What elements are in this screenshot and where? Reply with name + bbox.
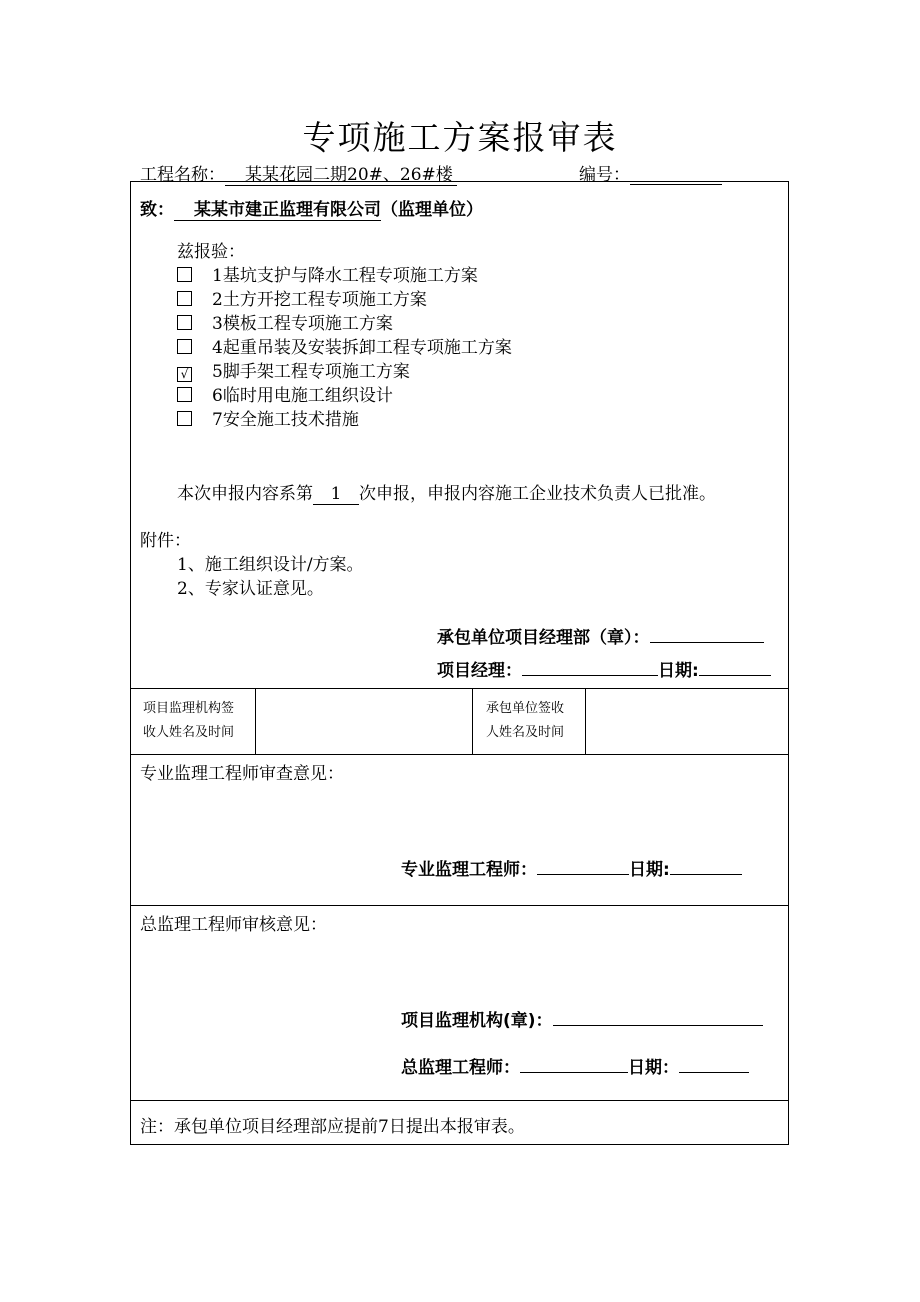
- declaration-prefix: 本次申报内容系第: [177, 484, 313, 504]
- supervision-org-row: [401, 1006, 763, 1031]
- submit-label: 兹报验：: [177, 242, 245, 262]
- receipt-label-line: 人姓名及时间: [486, 725, 565, 740]
- manager-field[interactable]: [522, 661, 658, 676]
- manager-date-label: 日期:: [658, 661, 699, 681]
- specialist-sign-row: [401, 855, 742, 880]
- addressee-name[interactable]: 某某市建正监理有限公司: [174, 195, 381, 221]
- checkbox[interactable]: [177, 267, 192, 282]
- chief-date-field[interactable]: [679, 1058, 749, 1073]
- item-number: 2: [212, 290, 223, 310]
- page-title: 专项施工方案报审表: [302, 118, 618, 157]
- divider: [130, 905, 789, 906]
- contractor-receipt-field[interactable]: [586, 689, 788, 753]
- addressee-suffix: （监理单位）: [381, 200, 483, 220]
- chief-date-label: 日期：: [628, 1058, 679, 1078]
- checklist-item: [177, 285, 512, 309]
- item-label: 脚手架工程专项施工方案: [222, 362, 410, 382]
- number-label: 编号：: [579, 165, 630, 185]
- specialist-signer-field[interactable]: [537, 860, 629, 875]
- specialist-signer-label: 专业监理工程师：: [401, 860, 537, 880]
- divider: [472, 688, 473, 754]
- item-number: 1: [212, 266, 223, 286]
- checklist-item: [177, 405, 512, 429]
- supervision-org-label: 项目监理机构(章)：: [401, 1011, 553, 1031]
- contractor-receipt-label: [486, 697, 564, 745]
- attachments-label: 附件：: [140, 531, 191, 551]
- receipt-label-line: 收人姓名及时间: [143, 725, 235, 740]
- manager-row: [437, 656, 771, 681]
- submission-count[interactable]: 1: [313, 484, 359, 505]
- addressee-prefix: 致：: [140, 200, 174, 220]
- contractor-dept-label: 承包单位项目经理部（章）：: [437, 628, 650, 648]
- specialist-date-label: 日期:: [629, 860, 670, 880]
- receipt-label-line: 项目监理机构签: [143, 701, 235, 716]
- chief-review-heading: 总监理工程师审核意见：: [140, 915, 327, 935]
- supervision-org-field[interactable]: [553, 1011, 763, 1026]
- receipt-label-line: 承包单位签收: [486, 701, 565, 716]
- attachment-item: 1、施工组织设计/方案。: [177, 555, 364, 575]
- checklist-item: [177, 333, 512, 357]
- item-number: 6: [212, 386, 223, 406]
- contractor-dept-field[interactable]: [650, 628, 764, 643]
- supervision-receipt-label: [143, 697, 234, 745]
- supervision-receipt-field[interactable]: [256, 689, 471, 753]
- item-label: 临时用电施工组织设计: [222, 386, 393, 406]
- item-number: 4: [212, 338, 223, 358]
- specialist-date-field[interactable]: [670, 860, 742, 875]
- checklist-item: [177, 261, 512, 285]
- chief-sign-row: [401, 1053, 749, 1078]
- specialist-review-heading: 专业监理工程师审查意见：: [140, 764, 344, 784]
- contractor-dept-row: [437, 623, 764, 648]
- checklist-item: [177, 357, 512, 381]
- declaration: [177, 479, 716, 505]
- footer-note: 注：承包单位项目经理部应提前7日提出本报审表。: [140, 1117, 525, 1137]
- item-list: [177, 261, 512, 429]
- item-label: 起重吊装及安装拆卸工程专项施工方案: [222, 338, 512, 358]
- manager-date-field[interactable]: [699, 661, 771, 676]
- chief-signer-label: 总监理工程师：: [401, 1058, 520, 1078]
- checklist-item: [177, 381, 512, 405]
- checkbox[interactable]: [177, 291, 192, 306]
- declaration-suffix: 次申报，申报内容施工企业技术负责人已批准。: [359, 484, 716, 504]
- item-number: 3: [212, 314, 223, 334]
- project-label: 工程名称：: [140, 165, 225, 185]
- checkbox[interactable]: [177, 411, 192, 426]
- item-label: 安全施工技术措施: [222, 410, 359, 430]
- checkbox[interactable]: [177, 339, 192, 354]
- item-label: 模板工程专项施工方案: [222, 314, 393, 334]
- divider: [130, 1100, 789, 1101]
- manager-label: 项目经理：: [437, 661, 522, 681]
- item-label: 基坑支护与降水工程专项施工方案: [222, 266, 478, 286]
- divider: [130, 754, 789, 755]
- checked-box[interactable]: √: [177, 367, 192, 382]
- project-name[interactable]: 某某花园二期20#、26#楼: [225, 160, 457, 186]
- checkbox[interactable]: [177, 387, 192, 402]
- addressee: [140, 195, 483, 221]
- checklist-item: [177, 309, 512, 333]
- chief-signer-field[interactable]: [520, 1058, 628, 1073]
- item-number: 7: [212, 410, 223, 430]
- item-number: 5: [212, 362, 223, 382]
- checkbox[interactable]: [177, 315, 192, 330]
- item-label: 土方开挖工程专项施工方案: [222, 290, 427, 310]
- attachment-item: 2、专家认证意见。: [177, 579, 324, 599]
